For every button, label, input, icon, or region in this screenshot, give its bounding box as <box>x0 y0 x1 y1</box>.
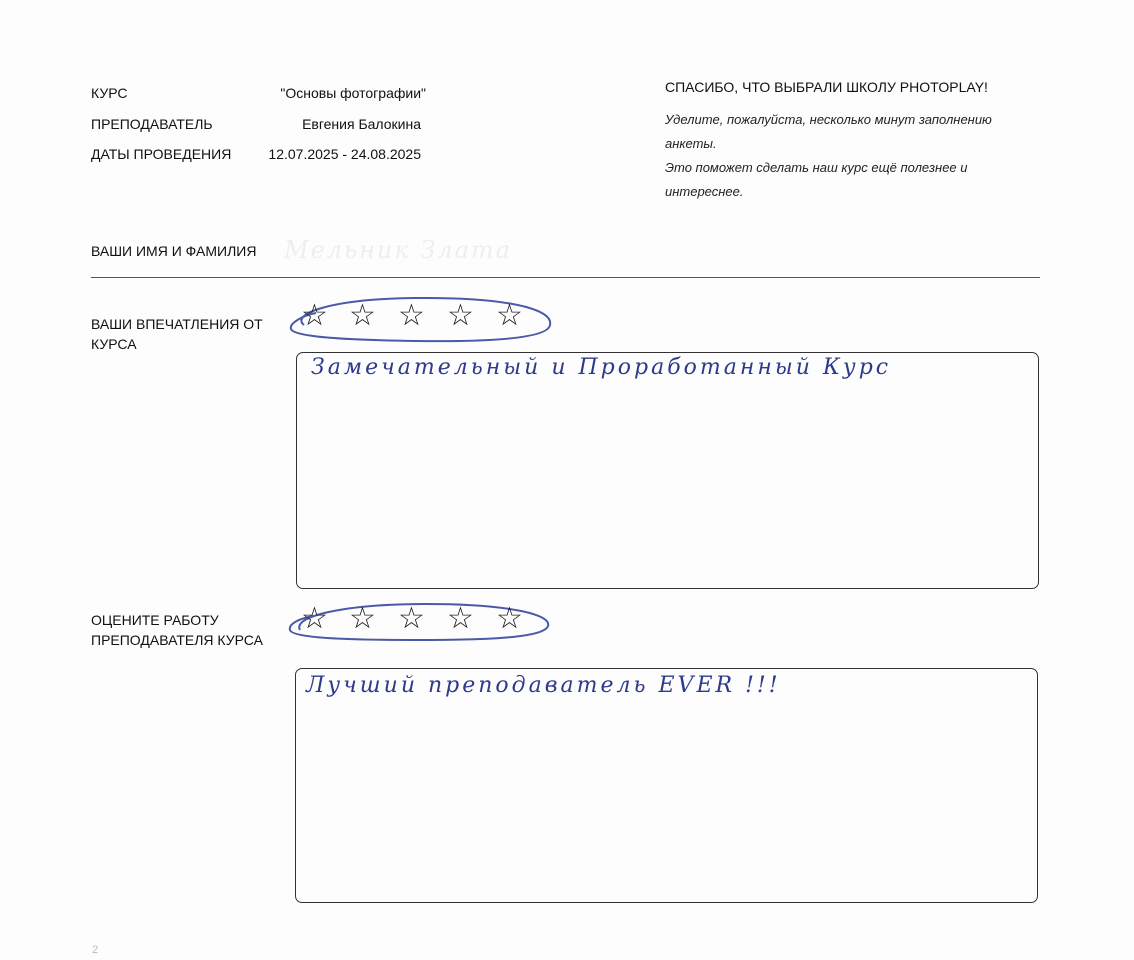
teacher-label: ПРЕПОДАВАТЕЛЬ <box>91 116 213 132</box>
intro-line-2: Это поможет сделать наш курс ещё полезнее и интереснее. <box>665 160 968 199</box>
intro-line-1: Уделите, пожалуйста, несколько минут заполнению анкеты. <box>665 112 992 151</box>
course-comment-box[interactable] <box>296 352 1039 589</box>
star-icon-3[interactable]: ☆ <box>398 299 425 332</box>
star-icon-4[interactable]: ☆ <box>447 299 474 332</box>
thanks-heading: СПАСИБО, ЧТО ВЫБРАЛИ ШКОЛУ PHOTOPLAY! <box>665 79 988 95</box>
teacher-rating[interactable] <box>286 598 556 644</box>
course-comment-text: Замечательный и Проработанный Курс <box>311 355 892 380</box>
star-icon-1[interactable]: ☆ <box>301 602 328 635</box>
intro-text <box>665 108 1045 204</box>
course-value: "Основы фотографии" <box>280 85 426 101</box>
course-label: КУРС <box>91 85 128 101</box>
star-icon-4[interactable]: ☆ <box>447 602 474 635</box>
teacher-rating-label: ОЦЕНИТЕ РАБОТУ ПРЕПОДАВАТЕЛЯ КУРСА <box>91 612 263 648</box>
star-icon-5[interactable]: ☆ <box>496 602 523 635</box>
name-underline <box>91 277 1040 278</box>
star-icon-5[interactable]: ☆ <box>496 299 523 332</box>
teacher-comment-text: Лучший преподаватель EVER !!! <box>306 673 781 698</box>
course-impressions-label: ВАШИ ВПЕЧАТЛЕНИЯ ОТ КУРСА <box>91 316 263 352</box>
name-label: ВАШИ ИМЯ И ФАМИЛИЯ <box>91 243 257 259</box>
star-icon-2[interactable]: ☆ <box>349 602 376 635</box>
name-field-value[interactable]: Мельник Злата <box>284 236 512 264</box>
course-rating[interactable] <box>286 295 556 341</box>
teacher-comment-box[interactable] <box>295 668 1038 903</box>
star-icon-1[interactable]: ☆ <box>301 299 328 332</box>
page-number: 2 <box>92 944 99 956</box>
dates-value: 12.07.2025 - 24.08.2025 <box>268 146 421 162</box>
star-icon-3[interactable]: ☆ <box>398 602 425 635</box>
dates-label: ДАТЫ ПРОВЕДЕНИЯ <box>91 146 232 162</box>
teacher-value: Евгения Балокина <box>302 116 421 132</box>
star-icon-2[interactable]: ☆ <box>349 299 376 332</box>
